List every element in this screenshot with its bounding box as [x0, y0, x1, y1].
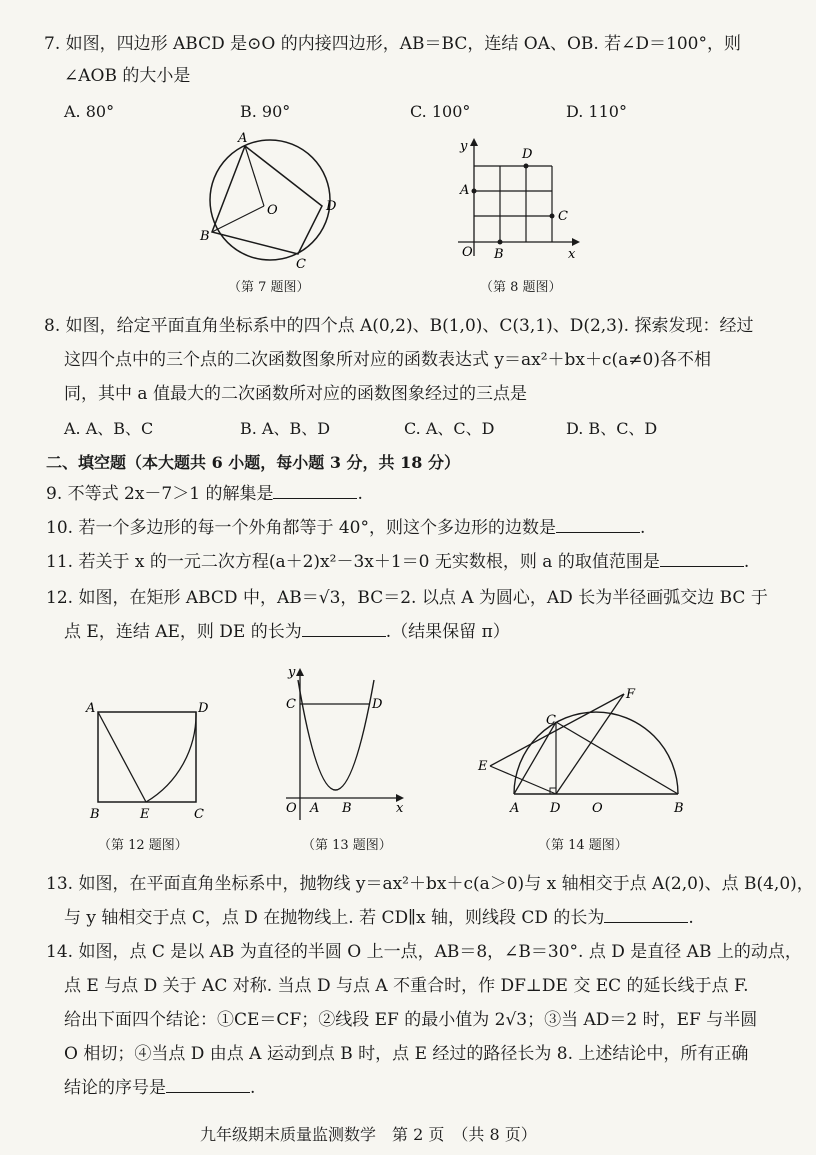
segment-ae [98, 712, 146, 802]
q7-line2: ∠AOB 的大小是 [64, 66, 191, 86]
q8-option-b: B. A、B、D [240, 419, 331, 438]
q7-line1: 7. 如图，四边形 ABCD 是⊙O 的内接四边形，AB＝BC，连结 OA、OB. 若∠D＝100°，则 [44, 34, 741, 54]
q14-line4: O 相切；④当点 D 由点 A 运动到点 B 时，点 E 经过的路径长为 8. 上述结论中，所有正确 [64, 1044, 749, 1064]
fig12-label-a: A [86, 701, 96, 716]
fig13-label-o: O [286, 801, 297, 816]
fig14-label-b: B [674, 801, 684, 816]
q10-answer-blank[interactable] [556, 518, 640, 533]
fig7-label-o: O [267, 203, 278, 218]
fig12-label-e: E [140, 807, 150, 822]
q8-line1: 8. 如图，给定平面直角坐标系中的四个点 A(0,2)、B(1,0)、C(3,1)、D(2,3). 探索发现：经过 [44, 316, 754, 336]
fig12-label-b: B [90, 807, 100, 822]
fig12-label-c: C [194, 807, 204, 822]
fig12-caption: （第 12 题图） [98, 838, 188, 853]
q7-option-b: B. 90° [240, 102, 291, 121]
q14-text: 结论的序号是 [64, 1078, 166, 1098]
figure-7 [190, 130, 360, 270]
fig8-label-x: x [568, 247, 576, 262]
figure-13 [278, 660, 412, 826]
segment-oa [245, 146, 264, 206]
q7-option-a: A. 80° [64, 102, 115, 121]
fig8-caption: （第 8 题图） [480, 280, 562, 295]
segment-ed [490, 766, 556, 794]
figure-8 [448, 134, 598, 268]
q8-option-d: D. B、C、D [566, 419, 658, 438]
q12-answer-blank[interactable] [302, 622, 386, 637]
fig14-label-d: D [550, 801, 561, 816]
fig13-label-b: B [342, 801, 352, 816]
q10 [46, 518, 645, 538]
q11 [46, 552, 749, 572]
fig12-label-d: D [198, 701, 209, 716]
fig8-label-d: D [522, 147, 533, 162]
q12-line1: 12. 如图，在矩形 ABCD 中，AB＝√3，BC＝2. 以点 A 为圆心，AD 长为半径画弧交边 BC 于 [46, 588, 768, 608]
segment-cb [556, 722, 678, 794]
segment-ac [514, 722, 556, 794]
fig14-label-f: F [626, 687, 636, 702]
q13-line1: 13. 如图，在平面直角坐标系中，抛物线 y＝ax²＋bx＋c(a＞0)与 x 轴相交于点 A(2,0)、点 B(4,0)， [46, 874, 814, 894]
q13-end: . [688, 908, 694, 928]
fig13-label-x: x [396, 801, 404, 816]
q12-text: 点 E，连结 AE，则 DE 的长为 [64, 622, 302, 642]
fig13-label-a: A [310, 801, 320, 816]
fig8-label-a: A [460, 183, 470, 198]
page-footer: 九年级期末质量监测数学 第 2 页 （共 8 页） [200, 1125, 537, 1144]
point-a [472, 189, 477, 194]
q14-line5 [64, 1078, 255, 1098]
q7-option-d: D. 110° [566, 102, 627, 121]
q14-line3: 给出下面四个结论：①CE＝CF；②线段 EF 的最小值为 2√3；③当 AD＝2 时，EF 与半圆 [64, 1010, 758, 1030]
fig13-label-c: C [286, 697, 296, 712]
circle-o [210, 140, 330, 260]
point-c [550, 214, 555, 219]
q14-answer-blank[interactable] [166, 1078, 250, 1093]
fig7-label-a: A [238, 131, 248, 146]
fig13-label-d: D [372, 697, 383, 712]
fig8-label-b: B [494, 247, 504, 262]
fig8-label-c: C [558, 209, 568, 224]
q10-end: . [639, 518, 646, 538]
q14-line1: 14. 如图，点 C 是以 AB 为直径的半圆 O 上一点，AB＝8，∠B＝30°. 点 D 是直径 AB 上的动点， [46, 942, 802, 962]
q9-end: . [357, 484, 363, 504]
fig13-label-y: y [288, 665, 296, 680]
section-2-heading: 二、填空题（本大题共 6 小题，每小题 3 分，共 18 分） [46, 453, 460, 472]
fig14-label-a: A [510, 801, 520, 816]
figure-14 [476, 684, 696, 824]
fig7-label-c: C [296, 257, 306, 270]
rectangle-abcd [98, 712, 196, 802]
line-ef [490, 694, 624, 766]
figure-12 [80, 696, 220, 826]
fig14-label-c: C [546, 713, 556, 728]
q14-line2: 点 E 与点 D 关于 AC 对称. 当点 D 与点 A 不重合时，作 DF⊥DE 交 EC 的延长线于点 F. [64, 976, 749, 996]
q9-text: 9. 不等式 2x－7＞1 的解集是 [46, 484, 274, 504]
fig8-label-o: O [462, 245, 473, 260]
q13-line2 [64, 908, 694, 928]
q8-option-c: C. A、C、D [404, 419, 495, 438]
q9 [46, 484, 363, 504]
q13-text: 与 y 轴相交于点 C，点 D 在抛物线上. 若 CD∥x 轴，则线段 CD 的长为 [64, 908, 605, 928]
q11-end: . [743, 552, 750, 572]
q8-line2: 这四个点中的三个点的二次函数图象所对应的函数表达式 y＝ax²＋bx＋c(a≠0)各不相 [64, 350, 711, 370]
fig14-label-e: E [478, 759, 488, 774]
fig7-label-d: D [326, 199, 337, 214]
q12-end: .（结果保留 π） [385, 622, 510, 642]
q14-end: . [250, 1078, 256, 1098]
fig13-caption: （第 13 题图） [302, 838, 392, 853]
q12-line2 [64, 622, 510, 642]
point-b [498, 240, 503, 245]
point-d [524, 164, 529, 169]
q8-option-a: A. A、B、C [64, 419, 154, 438]
fig7-label-b: B [200, 229, 210, 244]
q8-line3: 同，其中 a 值最大的二次函数所对应的函数图象经过的三点是 [64, 384, 527, 404]
fig14-caption: （第 14 题图） [538, 838, 628, 853]
q11-answer-blank[interactable] [660, 552, 744, 567]
quadrilateral-abcd [212, 146, 322, 254]
fig7-caption: （第 7 题图） [228, 280, 310, 295]
q9-answer-blank[interactable] [273, 484, 357, 499]
segment-df [556, 694, 624, 794]
parabola [298, 680, 374, 790]
q13-answer-blank[interactable] [604, 908, 688, 923]
q7-option-c: C. 100° [410, 102, 471, 121]
fig14-label-o: O [592, 801, 603, 816]
q11-text: 11. 若关于 x 的一元二次方程(a＋2)x²－3x＋1＝0 无实数根，则 a 的取值范围是 [46, 552, 660, 572]
fig8-label-y: y [460, 139, 468, 154]
arc-de [146, 712, 196, 802]
q10-text: 10. 若一个多边形的每一个外角都等于 40°，则这个多边形的边数是 [46, 518, 556, 538]
